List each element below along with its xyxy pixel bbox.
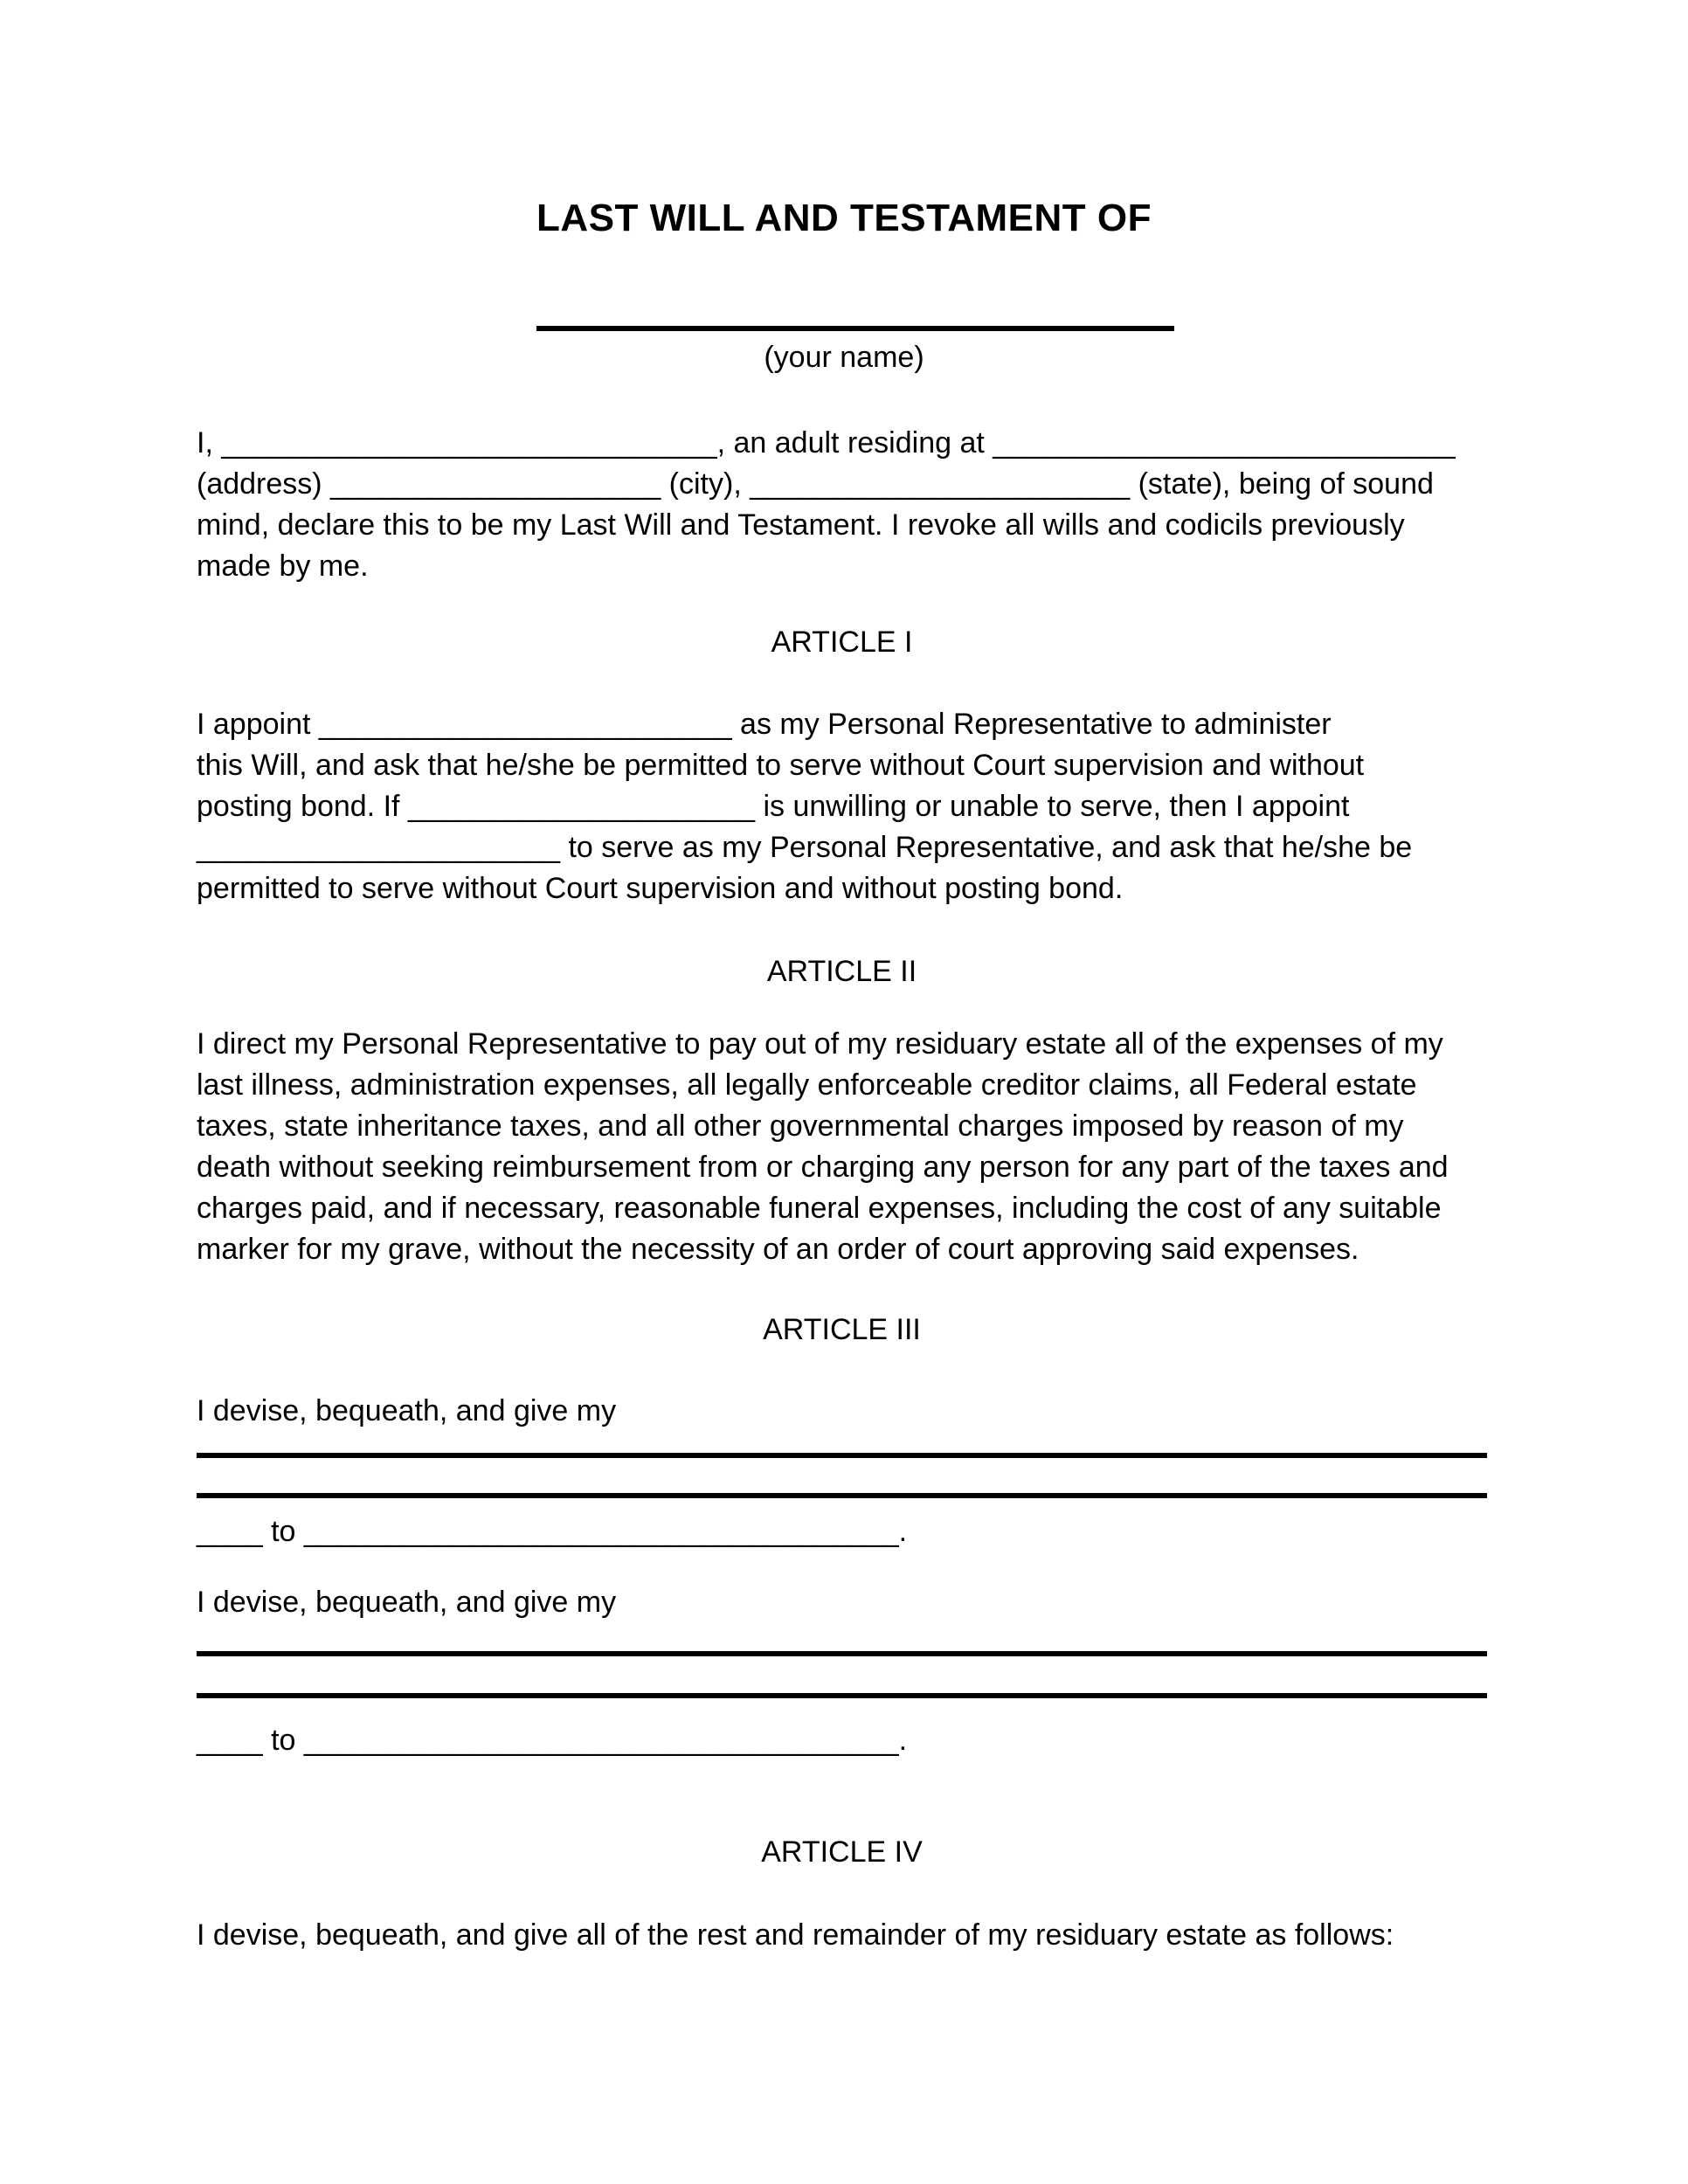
article-1-line-3: posting bond. If _____________________ is unwilling or unable to serve, then I appoint	[197, 790, 1350, 823]
devise-1-text: I devise, bequeath, and give my	[197, 1394, 617, 1427]
article-2-line-5: charges paid, and if necessary, reasonable funeral expenses, including the cost of any suitable	[197, 1192, 1442, 1225]
article-1-line-1: I appoint _________________________ as my Personal Representative to administer	[197, 708, 1332, 741]
article-1-line-4: ______________________ to serve as my Personal Representative, and ask that he/she be	[197, 831, 1413, 864]
article-1-line-2: this Will, and ask that he/she be permitted to serve without Court supervision and without	[197, 749, 1365, 782]
article-1-line-5: permitted to serve without Court supervision and without posting bond.	[197, 872, 1124, 905]
article-4-paragraph	[197, 1915, 1505, 1956]
intro-line-1: I, ______________________________, an adult residing at ____________________________	[197, 426, 1456, 460]
intro-line-3: mind, declare this to be my Last Will and Testament. I revoke all wills and codicils previously	[197, 508, 1405, 542]
devise-1-label	[197, 1391, 1505, 1432]
devise-2-label	[197, 1582, 1505, 1623]
devise-2-text: I devise, bequeath, and give my	[197, 1586, 617, 1619]
devise-1-write-line-1	[197, 1453, 1487, 1458]
article-1-heading: ARTICLE I	[771, 625, 913, 659]
devise-2-write-line-1	[197, 1651, 1487, 1656]
name-fill-in-line	[536, 326, 1174, 331]
your-name-caption: (your name)	[764, 341, 924, 374]
devise-2-to-line	[197, 1720, 1505, 1761]
devise-1-to-text: ____ to ____________________________________.	[197, 1515, 908, 1548]
document-title: LAST WILL AND TESTAMENT OF	[536, 197, 1152, 239]
article-2-heading: ARTICLE II	[766, 955, 917, 988]
intro-paragraph	[197, 423, 1505, 587]
article-4-line-1: I devise, bequeath, and give all of the rest and remainder of my residuary estate as follows:	[197, 1918, 1394, 1952]
intro-line-2: (address) ____________________ (city), _______________________ (state), being of sound	[197, 467, 1434, 501]
devise-1-write-line-2	[197, 1493, 1487, 1498]
intro-line-4: made by me.	[197, 549, 369, 583]
article-3-heading: ARTICLE III	[763, 1313, 921, 1346]
article-1-paragraph	[197, 704, 1505, 909]
article-2-line-4: death without seeking reimbursement from or charging any person for any part of the taxes and	[197, 1151, 1449, 1184]
devise-2-to-text: ____ to ____________________________________.	[197, 1724, 908, 1757]
article-4-heading: ARTICLE IV	[761, 1835, 923, 1869]
article-2-line-6: marker for my grave, without the necessity of an order of court approving said expenses.	[197, 1233, 1359, 1266]
article-2-line-2: last illness, administration expenses, all legally enforceable creditor claims, all Federal estate	[197, 1068, 1417, 1102]
article-2-line-3: taxes, state inheritance taxes, and all other governmental charges imposed by reason of my	[197, 1109, 1404, 1143]
article-2-paragraph	[197, 1024, 1505, 1270]
devise-2-write-line-2	[197, 1693, 1487, 1698]
article-2-line-1: I direct my Personal Representative to pay out of my residuary estate all of the expenses of my	[197, 1027, 1443, 1061]
devise-1-to-line	[197, 1511, 1505, 1552]
